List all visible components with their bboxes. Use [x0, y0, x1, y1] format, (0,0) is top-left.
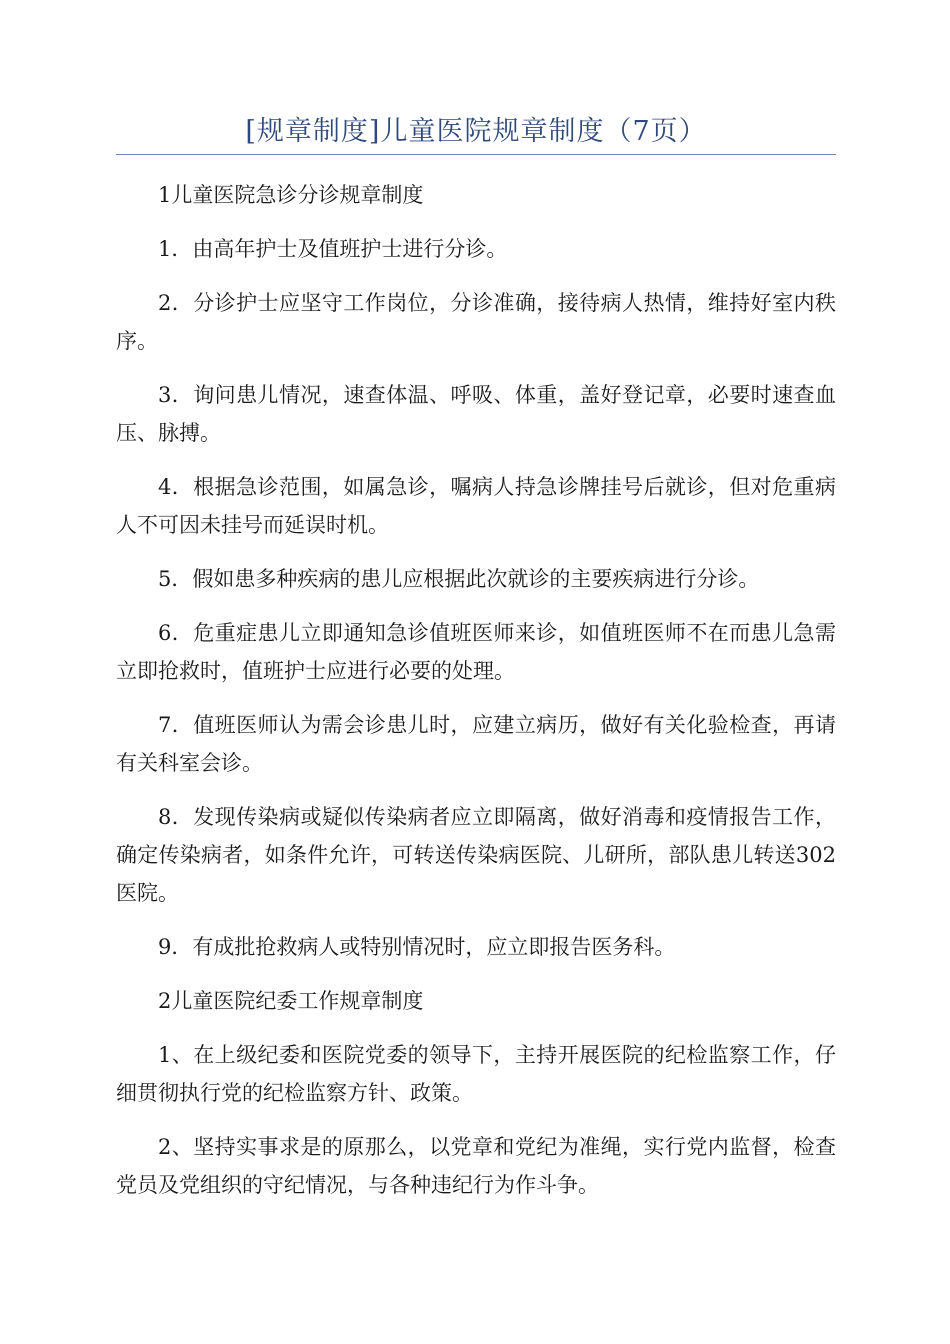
title-underline: [116, 154, 836, 155]
paragraph-2-2: 2、坚持实事求是的原那么，以党章和党纪为准绳，实行党内监督，检查党员及党组织的守纪情况，与各种违纪行为作斗争。: [116, 1135, 836, 1197]
paragraph-1-9: 9．有成批抢救病人或特别情况时，应立即报告医务科。: [158, 935, 676, 959]
paragraph-1-7: 7．值班医师认为需会诊患儿时，应建立病历，做好有关化验检查，再请有关科室会诊。: [116, 713, 836, 775]
document-title: [规章制度]儿童医院规章制度（7页）: [245, 116, 707, 147]
document-body: [116, 176, 836, 1220]
paragraph-1-1: 1．由高年护士及值班护士进行分诊。: [158, 237, 508, 261]
section-heading-2: 2儿童医院纪委工作规章制度: [158, 989, 424, 1013]
paragraph-1-6: 6．危重症患儿立即通知急诊值班医师来诊，如值班医师不在而患儿急需立即抢救时，值班护士应进行必要的处理。: [116, 621, 836, 683]
paragraph-2-1: 1、在上级纪委和医院党委的领导下，主持开展医院的纪检监察工作，仔细贯彻执行党的纪检监察方针、政策。: [116, 1043, 836, 1105]
paragraph-1-3: 3．询问患儿情况，速查体温、呼吸、体重，盖好登记章，必要时速查血压、脉搏。: [116, 383, 836, 445]
paragraph-1-8: 8．发现传染病或疑似传染病者应立即隔离，做好消毒和疫情报告工作，确定传染病者，如条件允许，可转送传染病医院、儿研所，部队患儿转送302医院。: [116, 805, 836, 905]
section-heading-1: 1儿童医院急诊分诊规章制度: [158, 183, 424, 207]
paragraph-1-4: 4．根据急诊范围，如属急诊，嘱病人持急诊牌挂号后就诊，但对危重病人不可因未挂号而延误时机。: [116, 475, 836, 537]
paragraph-1-2: 2．分诊护士应坚守工作岗位，分诊准确，接待病人热情，维持好室内秩序。: [116, 291, 836, 353]
paragraph-1-5: 5．假如患多种疾病的患儿应根据此次就诊的主要疾病进行分诊。: [158, 567, 760, 591]
